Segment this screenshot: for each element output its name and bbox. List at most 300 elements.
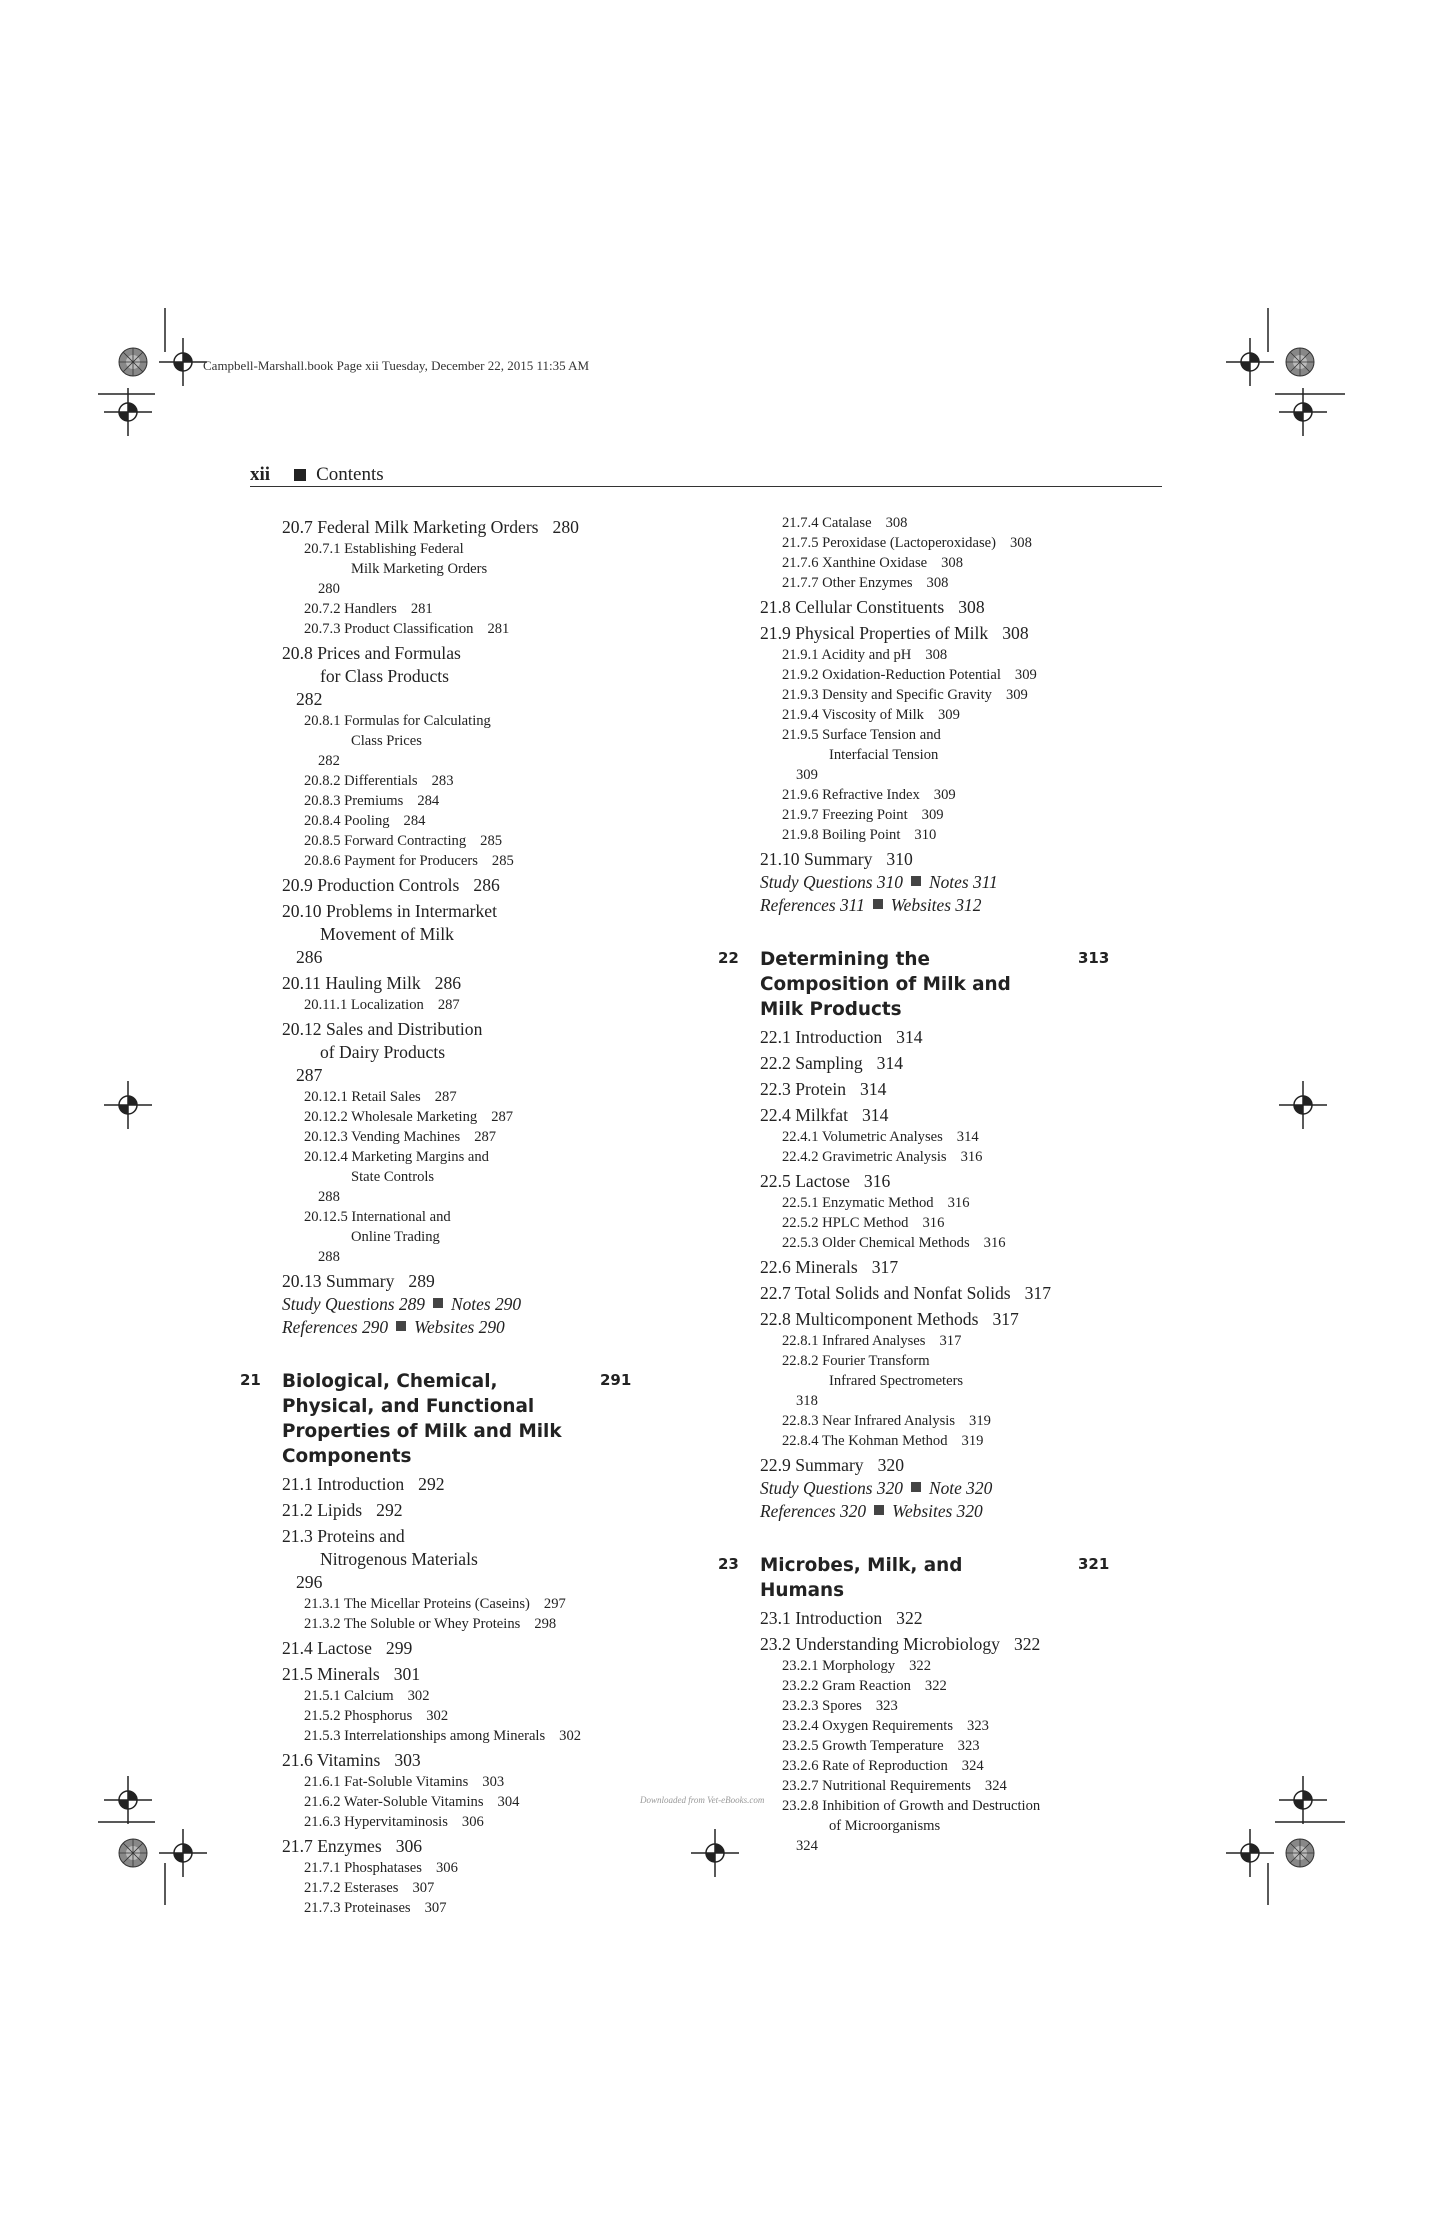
toc-entry[interactable] bbox=[282, 874, 662, 897]
toc-endmatter-item[interactable]: Websites 320 bbox=[892, 1501, 983, 1521]
toc-entry[interactable] bbox=[760, 1633, 1140, 1656]
toc-entry-text: 21.3.1 The Micellar Proteins (Caseins) bbox=[304, 1596, 530, 1612]
toc-entry-text: 22.4 Milkfat bbox=[760, 1105, 848, 1125]
toc-entry-text: 21.4 Lactose bbox=[282, 1638, 372, 1658]
toc-entry[interactable] bbox=[760, 1676, 1140, 1696]
toc-page-ref: 303 bbox=[394, 1750, 421, 1770]
toc-entry-text: 21.9.5 Surface Tension and bbox=[782, 727, 941, 743]
toc-entry-text: Movement of Milk bbox=[320, 924, 454, 944]
toc-entry-text: 21.9.7 Freezing Point bbox=[782, 807, 908, 823]
toc-entry[interactable] bbox=[282, 539, 662, 599]
toc-entry-text: 22.7 Total Solids and Nonfat Solids bbox=[760, 1283, 1011, 1303]
toc-entry[interactable] bbox=[760, 1026, 1140, 1049]
toc-entry[interactable] bbox=[282, 1087, 662, 1107]
toc-entry[interactable] bbox=[760, 1756, 1140, 1776]
toc-page-ref: 323 bbox=[875, 1698, 898, 1714]
toc-page-ref: 287 bbox=[491, 1109, 514, 1125]
toc-entry[interactable] bbox=[760, 622, 1140, 645]
toc-entry-text: 21.5.2 Phosphorus bbox=[304, 1708, 413, 1724]
toc-entry[interactable] bbox=[282, 1637, 662, 1660]
toc-entry-text: 20.11.1 Localization bbox=[304, 997, 424, 1013]
toc-page-ref: 308 bbox=[958, 597, 985, 617]
toc-entry[interactable] bbox=[760, 1078, 1140, 1101]
toc-page-ref: 316 bbox=[863, 1171, 891, 1191]
toc-endmatter-item[interactable]: References 311 bbox=[760, 895, 865, 915]
toc-entry[interactable] bbox=[760, 1351, 1140, 1411]
toc-entry-text: 20.7.2 Handlers bbox=[304, 601, 397, 617]
toc-entry[interactable] bbox=[760, 1776, 1140, 1796]
toc-entry[interactable] bbox=[282, 1772, 662, 1792]
toc-entry-text: 21.7.2 Esterases bbox=[304, 1880, 399, 1896]
toc-page-ref: 308 bbox=[925, 647, 948, 663]
toc-page-ref: 302 bbox=[559, 1728, 582, 1744]
toc-entry-text: 20.7 Federal Milk Marketing Orders bbox=[282, 517, 539, 537]
toc-entry[interactable] bbox=[282, 516, 662, 539]
chapter-title: Microbes, Milk, and Humans bbox=[760, 1555, 963, 1601]
toc-entry-text: 21.9.6 Refractive Index bbox=[782, 787, 920, 803]
toc-entry[interactable] bbox=[760, 1256, 1140, 1279]
toc-endmatter-line bbox=[760, 1500, 1140, 1523]
toc-entry-text: 21.9.3 Density and Specific Gravity bbox=[782, 687, 992, 703]
toc-page-ref: 285 bbox=[491, 853, 514, 869]
toc-page-ref: 322 bbox=[896, 1608, 923, 1628]
toc-entry[interactable] bbox=[760, 1431, 1140, 1451]
toc-entry[interactable] bbox=[282, 1898, 662, 1918]
toc-endmatter-item[interactable]: References 320 bbox=[760, 1501, 867, 1521]
chapter-number: 21 bbox=[240, 1371, 261, 1389]
toc-entry[interactable] bbox=[760, 1308, 1140, 1331]
toc-entry-text: Class Prices bbox=[351, 733, 422, 749]
toc-entry-text: 20.10 Problems in Intermarket bbox=[282, 901, 497, 921]
toc-entry[interactable] bbox=[760, 1282, 1140, 1305]
toc-page-ref: 314 bbox=[861, 1105, 889, 1125]
toc-entry-text: 21.9.8 Boiling Point bbox=[782, 827, 901, 843]
toc-entry[interactable] bbox=[282, 1749, 662, 1772]
toc-entry-text: 23.2.1 Morphology bbox=[782, 1658, 896, 1674]
toc-entry-text: 20.13 Summary bbox=[282, 1271, 395, 1291]
toc-entry-text: 22.5 Lactose bbox=[760, 1171, 850, 1191]
square-bullet-icon bbox=[911, 876, 921, 886]
toc-page-ref: 303 bbox=[482, 1774, 505, 1790]
toc-page-ref: 322 bbox=[1013, 1634, 1041, 1654]
toc-entry[interactable] bbox=[282, 851, 662, 871]
toc-page-ref: 285 bbox=[480, 833, 503, 849]
toc-entry-text: 23.2.5 Growth Temperature bbox=[782, 1738, 944, 1754]
toc-entry[interactable] bbox=[282, 1499, 662, 1522]
toc-page-ref: 324 bbox=[961, 1758, 984, 1774]
toc-endmatter-line bbox=[760, 894, 1140, 917]
toc-entry[interactable] bbox=[760, 785, 1140, 805]
chapter-title: Biological, Chemical, Physical, and Functional Properties of Milk and Milk Components bbox=[282, 1371, 562, 1467]
toc-entry-text: Nitrogenous Materials bbox=[320, 1549, 478, 1569]
toc-entry-text: 21.7.4 Catalase bbox=[782, 515, 872, 531]
toc-entry-text: 22.4.2 Gravimetric Analysis bbox=[782, 1149, 947, 1165]
toc-entry[interactable] bbox=[282, 811, 662, 831]
square-bullet-icon bbox=[911, 1482, 921, 1492]
toc-page-ref: 308 bbox=[1002, 623, 1029, 643]
toc-entry[interactable] bbox=[282, 1018, 662, 1087]
toc-entry[interactable] bbox=[760, 1127, 1140, 1147]
toc-entry-text: Interfacial Tension bbox=[829, 747, 939, 763]
toc-entry[interactable] bbox=[282, 1812, 662, 1832]
toc-entry-text: 21.8 Cellular Constituents bbox=[760, 597, 945, 617]
toc-entry-text: 22.8.2 Fourier Transform bbox=[782, 1353, 930, 1369]
toc-page-ref: 299 bbox=[385, 1638, 413, 1658]
running-head-title: Contents bbox=[316, 464, 384, 485]
toc-entry-text: 21.6 Vitamins bbox=[282, 1750, 381, 1770]
toc-entry-text: 22.4.1 Volumetric Analyses bbox=[782, 1129, 943, 1145]
toc-page-ref: 307 bbox=[412, 1880, 435, 1896]
toc-page-ref: 309 bbox=[1005, 687, 1028, 703]
toc-entry[interactable] bbox=[760, 1052, 1140, 1075]
toc-entry[interactable] bbox=[760, 825, 1140, 845]
toc-page-ref: 301 bbox=[393, 1664, 421, 1684]
toc-entry-text: 21.7 Enzymes bbox=[282, 1836, 382, 1856]
toc-entry-text: 20.8.3 Premiums bbox=[304, 793, 404, 809]
toc-endmatter-item[interactable]: Websites 290 bbox=[414, 1317, 505, 1337]
toc-entry-text: 20.11 Hauling Milk bbox=[282, 973, 421, 993]
toc-entry-text: 21.7.1 Phosphatases bbox=[304, 1860, 422, 1876]
toc-page-ref: 320 bbox=[877, 1455, 904, 1475]
toc-entry-text: 23.2.8 Inhibition of Growth and Destruction bbox=[782, 1798, 1041, 1814]
watermark: Downloaded from Vet-eBooks.com bbox=[640, 1795, 765, 1805]
toc-entry-text: 21.10 Summary bbox=[760, 849, 873, 869]
toc-entry-text: 23.2.3 Spores bbox=[782, 1698, 862, 1714]
toc-entry-text: 21.7.3 Proteinases bbox=[304, 1900, 411, 1916]
toc-page-ref: 281 bbox=[487, 621, 510, 637]
toc-entry[interactable] bbox=[760, 1796, 1140, 1856]
toc-page-ref: 284 bbox=[417, 793, 440, 809]
toc-page-ref: 314 bbox=[896, 1027, 923, 1047]
toc-entry[interactable] bbox=[282, 1525, 662, 1594]
toc-entry[interactable] bbox=[760, 705, 1140, 725]
toc-entry-text: 21.6.3 Hypervitaminosis bbox=[304, 1814, 448, 1830]
chapter-heading[interactable] bbox=[240, 1369, 662, 1469]
toc-entry-text: Infrared Spectrometers bbox=[829, 1373, 964, 1389]
toc-entry[interactable] bbox=[760, 805, 1140, 825]
toc-endmatter-line bbox=[760, 1477, 1140, 1500]
toc-entry[interactable] bbox=[282, 995, 662, 1015]
toc-entry-text: 20.7.3 Product Classification bbox=[304, 621, 474, 637]
toc-entry[interactable] bbox=[760, 1193, 1140, 1213]
toc-entry-text: 21.3 Proteins and bbox=[282, 1526, 405, 1546]
toc-entry-text: of Dairy Products bbox=[320, 1042, 446, 1062]
toc-page-ref: 317 bbox=[1024, 1283, 1052, 1303]
toc-entry[interactable] bbox=[760, 848, 1140, 871]
toc-page-ref: 317 bbox=[871, 1257, 899, 1277]
toc-page-ref: 283 bbox=[431, 773, 454, 789]
toc-page-ref: 316 bbox=[922, 1215, 945, 1231]
toc-entry-text: 22.8.4 The Kohman Method bbox=[782, 1433, 948, 1449]
toc-page-ref: 309 bbox=[796, 767, 818, 783]
toc-page-ref: 296 bbox=[296, 1572, 323, 1592]
toc-endmatter-line bbox=[282, 1293, 662, 1316]
toc-page-ref: 289 bbox=[408, 1271, 435, 1291]
toc-entry[interactable] bbox=[282, 711, 662, 771]
toc-entry-text: 21.6.1 Fat-Soluble Vitamins bbox=[304, 1774, 469, 1790]
toc-endmatter-item[interactable]: Study Questions 310 bbox=[760, 872, 903, 892]
toc-entry[interactable] bbox=[760, 665, 1140, 685]
toc-entry[interactable] bbox=[760, 596, 1140, 619]
toc-entry-text: 20.12.3 Vending Machines bbox=[304, 1129, 461, 1145]
toc-entry-text: 20.8.5 Forward Contracting bbox=[304, 833, 467, 849]
toc-entry[interactable] bbox=[282, 1473, 662, 1496]
chapter-heading[interactable] bbox=[718, 947, 1140, 1022]
chapter-number: 22 bbox=[718, 949, 739, 967]
running-head bbox=[250, 462, 1162, 487]
toc-entry-text: 21.3.2 The Soluble or Whey Proteins bbox=[304, 1616, 521, 1632]
toc-entry-text: 20.8.4 Pooling bbox=[304, 813, 390, 829]
toc-page-ref: 319 bbox=[969, 1413, 991, 1429]
toc-entry[interactable] bbox=[760, 1696, 1140, 1716]
toc-entry-text: 20.12.4 Marketing Margins and bbox=[304, 1149, 489, 1165]
chapter-heading[interactable] bbox=[718, 1553, 1140, 1603]
toc-page-ref: 288 bbox=[318, 1249, 340, 1265]
toc-endmatter-item[interactable]: Study Questions 320 bbox=[760, 1478, 903, 1498]
toc-entry-text: 22.3 Protein bbox=[760, 1079, 847, 1099]
toc-page-ref: 292 bbox=[376, 1500, 403, 1520]
toc-entry[interactable] bbox=[760, 1213, 1140, 1233]
toc-entry-text: 22.8.3 Near Infrared Analysis bbox=[782, 1413, 956, 1429]
toc-entry-text: 21.2 Lipids bbox=[282, 1500, 363, 1520]
toc-page-ref: 282 bbox=[296, 689, 323, 709]
toc-page-ref: 286 bbox=[296, 947, 323, 967]
toc-entry-text: 22.5.1 Enzymatic Method bbox=[782, 1195, 934, 1211]
toc-page-ref: 288 bbox=[318, 1189, 340, 1205]
toc-entry-text: 23.2.2 Gram Reaction bbox=[782, 1678, 911, 1694]
toc-entry[interactable] bbox=[282, 831, 662, 851]
toc-entry[interactable] bbox=[282, 1614, 662, 1634]
chapter-page-ref: 291 bbox=[600, 1371, 632, 1389]
toc-entry-text: 21.6.2 Water-Soluble Vitamins bbox=[304, 1794, 484, 1810]
toc-entry[interactable] bbox=[282, 1858, 662, 1878]
toc-entry-text: 21.9 Physical Properties of Milk bbox=[760, 623, 989, 643]
page-number: xii bbox=[250, 464, 271, 485]
toc-entry[interactable] bbox=[282, 1147, 662, 1207]
toc-entry[interactable] bbox=[760, 533, 1140, 553]
toc-entry[interactable] bbox=[760, 1454, 1140, 1477]
toc-page-ref: 317 bbox=[992, 1309, 1019, 1329]
toc-page-ref: 317 bbox=[939, 1333, 962, 1349]
toc-entry[interactable] bbox=[760, 685, 1140, 705]
chapter-page-ref: 321 bbox=[1078, 1555, 1110, 1573]
toc-entry[interactable] bbox=[282, 771, 662, 791]
square-bullet-icon bbox=[433, 1298, 443, 1308]
toc-page-ref: 306 bbox=[435, 1860, 458, 1876]
toc-entry-text: 22.8.1 Infrared Analyses bbox=[782, 1333, 926, 1349]
toc-page-ref: 281 bbox=[410, 601, 433, 617]
toc-entry-text: 23.2.6 Rate of Reproduction bbox=[782, 1758, 948, 1774]
toc-entry-text: 22.2 Sampling bbox=[760, 1053, 863, 1073]
toc-entry[interactable] bbox=[282, 1663, 662, 1686]
toc-entry[interactable] bbox=[760, 1331, 1140, 1351]
toc-entry-text: 21.1 Introduction bbox=[282, 1474, 405, 1494]
toc-page-ref: 309 bbox=[933, 787, 956, 803]
chapter-number: 23 bbox=[718, 1555, 739, 1573]
toc-endmatter-item[interactable]: Websites 312 bbox=[890, 895, 982, 915]
toc-page-ref: 309 bbox=[921, 807, 944, 823]
toc-page-ref: 302 bbox=[426, 1708, 449, 1724]
chapter-title: Determining the Composition of Milk and Milk Products bbox=[760, 949, 1011, 1020]
toc-entry-text: 23.2.7 Nutritional Requirements bbox=[782, 1778, 971, 1794]
toc-page-ref: 316 bbox=[983, 1235, 1006, 1251]
toc-entry-text: 21.7.5 Peroxidase (Lactoperoxidase) bbox=[782, 535, 996, 551]
toc-entry-text: 20.7.1 Establishing Federal bbox=[304, 541, 464, 557]
toc-page-ref: 322 bbox=[909, 1658, 931, 1674]
toc-entry[interactable] bbox=[282, 1270, 662, 1293]
toc-column-right bbox=[718, 513, 1140, 1856]
toc-entry-text: 22.9 Summary bbox=[760, 1455, 864, 1475]
toc-entry[interactable] bbox=[760, 1607, 1140, 1630]
toc-entry-text: 20.9 Production Controls bbox=[282, 875, 460, 895]
toc-endmatter-line bbox=[760, 871, 1140, 894]
toc-page-ref: 323 bbox=[957, 1738, 980, 1754]
toc-entry-text: 20.8.6 Payment for Producers bbox=[304, 853, 478, 869]
toc-entry[interactable] bbox=[282, 1686, 662, 1706]
toc-page-ref: 307 bbox=[424, 1900, 447, 1916]
toc-entry[interactable] bbox=[282, 1706, 662, 1726]
toc-entry-text: 21.9.4 Viscosity of Milk bbox=[782, 707, 924, 723]
toc-page-ref: 308 bbox=[1009, 535, 1032, 551]
toc-page-ref: 286 bbox=[473, 875, 500, 895]
toc-entry[interactable] bbox=[282, 1594, 662, 1614]
toc-entry[interactable] bbox=[760, 1170, 1140, 1193]
toc-entry-text: 20.12.2 Wholesale Marketing bbox=[304, 1109, 478, 1125]
toc-page-ref: 287 bbox=[434, 1089, 457, 1105]
toc-endmatter-line bbox=[282, 1316, 662, 1339]
toc-column-left bbox=[240, 513, 662, 1918]
toc-entry-text: 22.5.2 HPLC Method bbox=[782, 1215, 909, 1231]
toc-page-ref: 323 bbox=[967, 1718, 989, 1734]
toc-page-ref: 324 bbox=[796, 1838, 818, 1854]
toc-endmatter-item[interactable]: References 290 bbox=[282, 1317, 389, 1337]
toc-page-ref: 324 bbox=[984, 1778, 1007, 1794]
toc-entry[interactable] bbox=[282, 1835, 662, 1858]
toc-endmatter-item[interactable]: Study Questions 289 bbox=[282, 1294, 425, 1314]
toc-entry-text: Milk Marketing Orders bbox=[351, 561, 488, 577]
toc-entry[interactable] bbox=[760, 725, 1140, 785]
toc-entry[interactable] bbox=[282, 599, 662, 619]
toc-entry[interactable] bbox=[760, 1104, 1140, 1127]
toc-entry-text: 22.1 Introduction bbox=[760, 1027, 883, 1047]
toc-page-ref: 287 bbox=[296, 1065, 323, 1085]
chapter-page-ref: 313 bbox=[1078, 949, 1110, 967]
toc-entry[interactable] bbox=[282, 1792, 662, 1812]
toc-page-ref: 280 bbox=[552, 517, 579, 537]
square-bullet-icon bbox=[874, 1505, 884, 1515]
toc-entry-text: 23.2.4 Oxygen Requirements bbox=[782, 1718, 954, 1734]
square-bullet-icon bbox=[396, 1321, 406, 1331]
toc-page-ref: 280 bbox=[318, 581, 340, 597]
toc-entry-text: 20.8.2 Differentials bbox=[304, 773, 418, 789]
toc-entry-text: for Class Products bbox=[320, 666, 450, 686]
toc-entry-text: 20.8 Prices and Formulas bbox=[282, 643, 461, 663]
toc-entry[interactable] bbox=[282, 642, 662, 711]
toc-entry[interactable] bbox=[760, 1736, 1140, 1756]
toc-entry-text: 20.12.5 International and bbox=[304, 1209, 451, 1225]
toc-entry-text: 21.9.1 Acidity and pH bbox=[782, 647, 912, 663]
toc-page-ref: 316 bbox=[960, 1149, 983, 1165]
toc-entry-text: 21.9.2 Oxidation-Reduction Potential bbox=[782, 667, 1001, 683]
toc-entry[interactable] bbox=[282, 1107, 662, 1127]
toc-page-ref: 314 bbox=[860, 1079, 887, 1099]
toc-entry-text: State Controls bbox=[351, 1169, 435, 1185]
toc-page-ref: 316 bbox=[947, 1195, 970, 1211]
toc-page-ref: 292 bbox=[418, 1474, 445, 1494]
toc-page-ref: 282 bbox=[318, 753, 340, 769]
square-bullet-icon bbox=[294, 469, 306, 481]
toc-entry[interactable] bbox=[282, 619, 662, 639]
toc-page-ref: 319 bbox=[961, 1433, 984, 1449]
toc-page-ref: 306 bbox=[461, 1814, 484, 1830]
toc-entry[interactable] bbox=[282, 1207, 662, 1267]
toc-entry-text: 23.1 Introduction bbox=[760, 1608, 883, 1628]
toc-entry-text: 21.5.1 Calcium bbox=[304, 1688, 394, 1704]
toc-entry[interactable] bbox=[282, 1127, 662, 1147]
toc-page-ref: 284 bbox=[403, 813, 426, 829]
toc-page-ref: 309 bbox=[937, 707, 960, 723]
toc-entry[interactable] bbox=[282, 1726, 662, 1746]
toc-page-ref: 310 bbox=[886, 849, 913, 869]
toc-endmatter-item[interactable]: Notes 311 bbox=[928, 872, 998, 892]
toc-page-ref: 309 bbox=[1014, 667, 1037, 683]
toc-entry[interactable] bbox=[760, 1716, 1140, 1736]
toc-page-ref: 322 bbox=[924, 1678, 947, 1694]
toc-page-ref: 310 bbox=[914, 827, 937, 843]
toc-page-ref: 306 bbox=[395, 1836, 423, 1856]
toc-entry[interactable] bbox=[282, 900, 662, 969]
toc-page-ref: 308 bbox=[941, 555, 963, 571]
toc-entry[interactable] bbox=[760, 1411, 1140, 1431]
toc-page-ref: 314 bbox=[956, 1129, 979, 1145]
toc-entry-text: 21.7.6 Xanthine Oxidase bbox=[782, 555, 928, 571]
toc-entry[interactable] bbox=[760, 553, 1140, 573]
toc-entry[interactable] bbox=[282, 972, 662, 995]
toc-page-ref: 286 bbox=[434, 973, 462, 993]
toc-page-ref: 314 bbox=[876, 1053, 904, 1073]
toc-entry-text: Online Trading bbox=[351, 1229, 440, 1245]
toc-entry-text: 21.5.3 Interrelationships among Minerals bbox=[304, 1728, 546, 1744]
toc-entry-text: 20.12 Sales and Distribution bbox=[282, 1019, 483, 1039]
toc-entry[interactable] bbox=[760, 1147, 1140, 1167]
toc-page-ref: 304 bbox=[497, 1794, 520, 1810]
toc-entry[interactable] bbox=[760, 573, 1140, 593]
toc-entry-text: of Microorganisms bbox=[829, 1818, 941, 1834]
toc-entry-text: 20.8.1 Formulas for Calculating bbox=[304, 713, 491, 729]
toc-entry[interactable] bbox=[760, 1656, 1140, 1676]
toc-entry[interactable] bbox=[282, 791, 662, 811]
toc-entry-text: 21.7.7 Other Enzymes bbox=[782, 575, 913, 591]
print-slug: Campbell-Marshall.book Page xii Tuesday, December 22, 2015 11:35 AM bbox=[203, 358, 590, 373]
toc-page-ref: 308 bbox=[885, 515, 908, 531]
toc-page-ref: 297 bbox=[543, 1596, 566, 1612]
toc-page-ref: 287 bbox=[437, 997, 460, 1013]
toc-entry[interactable] bbox=[760, 1233, 1140, 1253]
toc-entry-text: 23.2 Understanding Microbiology bbox=[760, 1634, 1000, 1654]
square-bullet-icon bbox=[873, 899, 883, 909]
toc-entry[interactable] bbox=[282, 1878, 662, 1898]
toc-entry[interactable] bbox=[760, 513, 1140, 533]
toc-page-ref: 318 bbox=[796, 1393, 818, 1409]
toc-endmatter-item[interactable]: Note 320 bbox=[928, 1478, 993, 1498]
toc-page-ref: 302 bbox=[407, 1688, 430, 1704]
toc-entry[interactable] bbox=[760, 645, 1140, 665]
toc-page-ref: 287 bbox=[474, 1129, 497, 1145]
toc-page-ref: 298 bbox=[534, 1616, 557, 1632]
toc-entry-text: 21.5 Minerals bbox=[282, 1664, 380, 1684]
toc-page-ref: 308 bbox=[926, 575, 949, 591]
toc-endmatter-item[interactable]: Notes 290 bbox=[450, 1294, 522, 1314]
